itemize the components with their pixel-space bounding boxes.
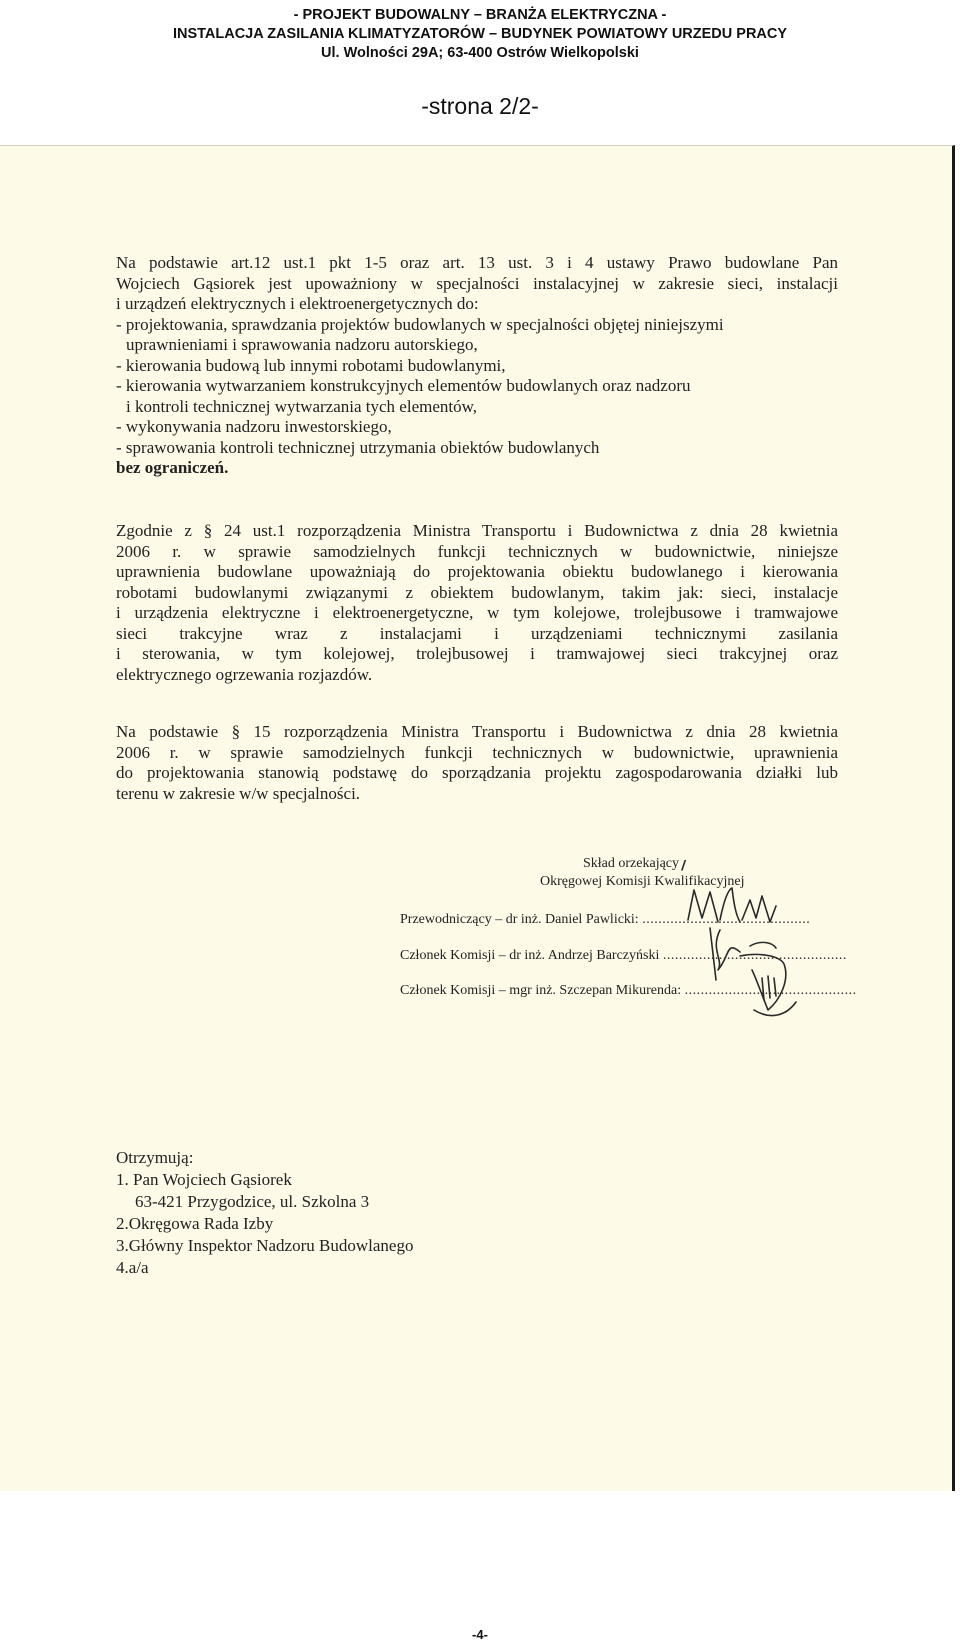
dotted-line: ........................................... <box>684 983 857 998</box>
para1-line: Na podstawie art.12 ust.1 pkt 1-5 oraz art. 13 ust. 3 i 4 ustawy Prawo budowlane Pan <box>116 253 838 272</box>
member-1-name: Członek Komisji – dr inż. Andrzej Barczyński <box>400 948 660 963</box>
chairman-name: Przewodniczący – dr inż. Daniel Pawlicki: <box>400 912 639 927</box>
dotted-line: .......................................... <box>642 912 811 927</box>
para1-line: - sprawowania kontroli technicznej utrzymania obiektów budowlanych <box>116 437 600 457</box>
para1-line: uprawnieniami i sprawowania nadzoru autorskiego, <box>126 335 478 354</box>
para1-line: i urządzeń elektrycznych i elektroenergetycznych do: <box>116 294 479 313</box>
para1-line: - kierowania budową lub innymi robotami budowlanymi, <box>116 355 506 375</box>
para1-line: - kierowania wytwarzaniem konstrukcyjnych elementów budowlanych oraz nadzoru <box>116 376 691 395</box>
para1-line: - projektowania, sprawdzania projektów budowlanych w specjalności objętej niniejszymi <box>116 314 724 334</box>
recipient-address: 63-421 Przygodzice, ul. Szkolna 3 <box>135 1192 370 1211</box>
committee-label: Skład orzekający <box>583 856 680 871</box>
para3-line: do projektowania stanowią podstawę do sporządzania projektu zagospodarowania działki lub <box>116 763 838 782</box>
para2-line: sieci trakcyjne wraz z instalacjami i urządzeniami technicznymi zasilania <box>116 623 838 643</box>
member-2-name: Członek Komisji – mgr inż. Szczepan Mikurenda: <box>400 983 682 998</box>
para1-line: i kontroli technicznej wytwarzania tych elementów, <box>126 396 478 416</box>
para2-line: robotami budowlanymi związanymi z obiektem budowlanym, takim jak: sieci, instalacje <box>116 582 838 602</box>
recipient-item: 1. Pan Wojciech Gąsiorek <box>116 1170 292 1189</box>
recipient-item: 3.Główny Inspektor Nadzoru Budowlanego <box>116 1236 414 1255</box>
para2-line: 2006 r. w sprawie samodzielnych funkcji technicznych w budownictwie, niniejsze <box>116 541 838 561</box>
header-line-2: INSTALACJA ZASILANIA KLIMATYZATORÓW – BUDYNEK POWIATOWY URZEDU PRACY <box>172 26 788 42</box>
committee-name: Okręgowej Komisji Kwalifikacyjnej <box>540 874 745 889</box>
para1-line: bez ograniczeń. <box>116 458 229 477</box>
document-header <box>0 6 960 63</box>
page-number: -4- <box>472 1627 488 1642</box>
para3-line: 2006 r. w sprawie samodzielnych funkcji technicznych w budownictwie, uprawnienia <box>116 742 838 762</box>
header-line-1: - PROJEKT BUDOWALNY – BRANŻA ELEKTRYCZNA - <box>293 7 667 23</box>
para2-line: i urządzenia elektryczne i elektroenergetyczne, w tym kolejowe, trolejbusowe i tramwajowe <box>116 603 838 622</box>
para3-line: terenu w zakresie w/w specjalności. <box>116 783 361 803</box>
paragraph-1 <box>116 253 838 479</box>
dotted-line: .............................................. <box>662 948 847 963</box>
recipient-item: 4.a/a <box>116 1258 149 1277</box>
header-line-3: Ul. Wolności 29A; 63-400 Ostrów Wielkopolski <box>321 45 639 61</box>
recipients-title: Otrzymują: <box>116 1148 194 1167</box>
page-indicator: -strona 2/2- <box>421 93 539 119</box>
recipient-item: 2.Okręgowa Rada Izby <box>116 1214 274 1233</box>
para1-line: Wojciech Gąsiorek jest upoważniony w specjalności instalacyjnej w zakresie sieci, instalacji <box>116 273 838 293</box>
para3-line: Na podstawie § 15 rozporządzenia Ministra Transportu i Budownictwa z dnia 28 kwietnia <box>116 722 838 741</box>
para2-line: i sterowania, w tym kolejowej, trolejbusowej i tramwajowej sieci trakcyjnej oraz <box>116 644 838 663</box>
paragraph-3 <box>116 722 838 804</box>
para2-line: Zgodnie z § 24 ust.1 rozporządzenia Ministra Transportu i Budownictwa z dnia 28 kwietnia <box>116 521 838 540</box>
para1-line: - wykonywania nadzoru inwestorskiego, <box>116 417 392 436</box>
para2-line: uprawnienia budowlane upoważniają do projektowania obiektu budowlanego i kierowania <box>116 562 838 581</box>
recipients-list <box>116 1147 413 1279</box>
paragraph-2 <box>116 521 838 685</box>
para2-line: elektrycznego ogrzewania rozjazdów. <box>116 664 373 684</box>
handwritten-signatures <box>680 860 860 1030</box>
